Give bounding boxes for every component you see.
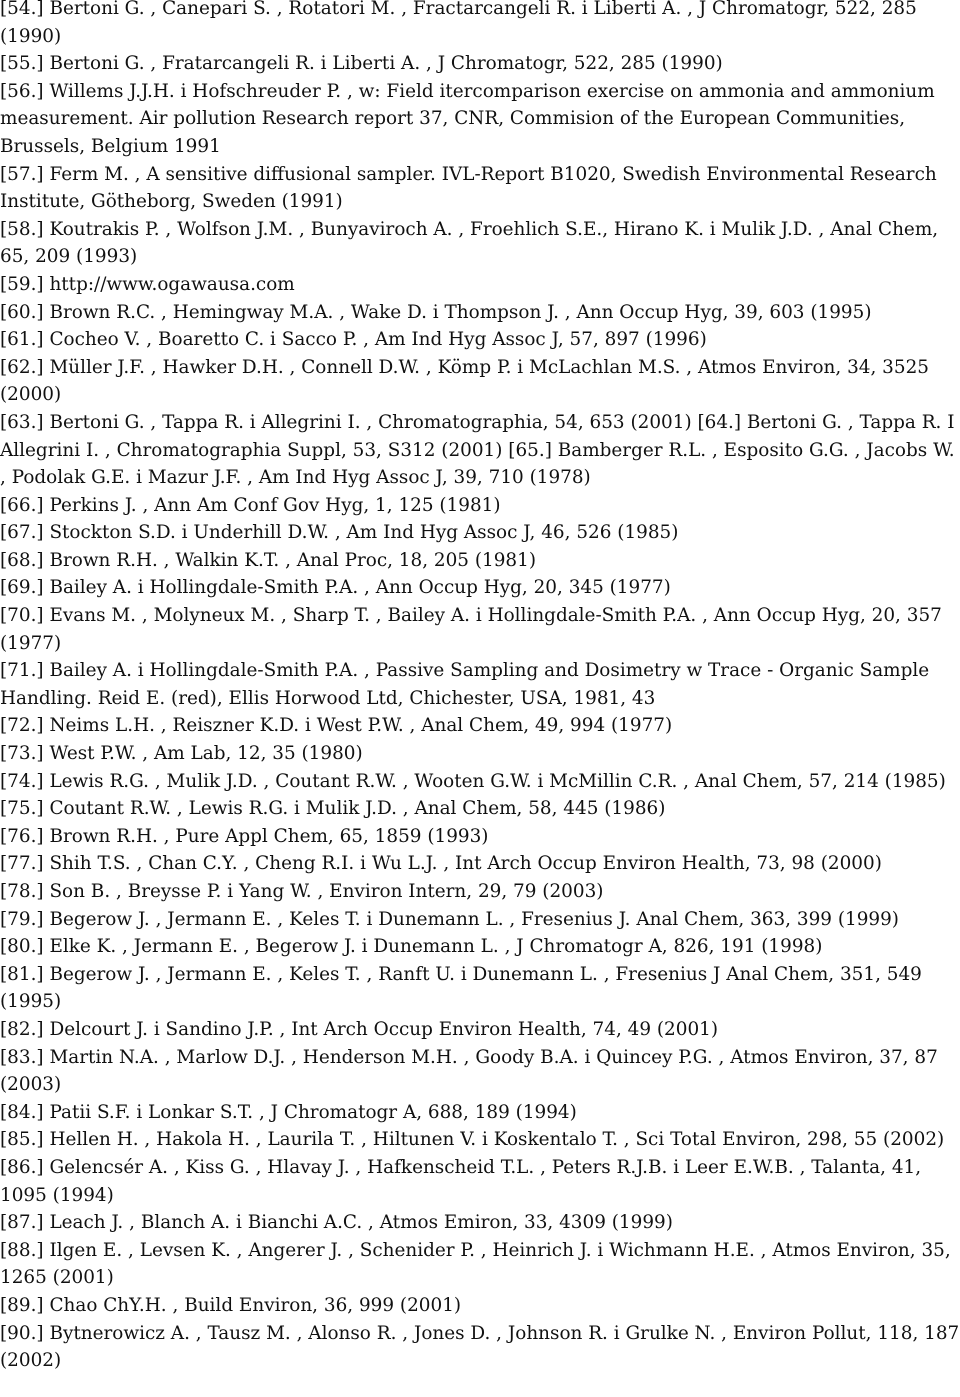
reference-entry: [73.] West P.W. , Am Lab, 12, 35 (1980) xyxy=(0,743,363,765)
reference-entry: [72.] Neims L.H. , Reiszner K.D. i West P.W. , Anal Chem, 49, 994 (1977) xyxy=(0,715,673,737)
reference-entry: [68.] Brown R.H. , Walkin K.T. , Anal Proc, 18, 205 (1981) xyxy=(0,549,537,571)
reference-entry: [56.] Willems J.J.H. i Hofschreuder P. , w: Field itercomparison exercise on ammonia and ammonium measurement. Air pollution Research report 37, CNR, Commision of the European Communities, Brussels, Belgium 1991 xyxy=(0,80,935,157)
reference-entry: [59.] http://www.ogawausa.com xyxy=(0,273,295,295)
reference-entry: [61.] Cocheo V. , Boaretto C. i Sacco P. , Am Ind Hyg Assoc J, 57, 897 (1996) xyxy=(0,329,707,351)
reference-entry: [75.] Coutant R.W. , Lewis R.G. i Mulik J.D. , Anal Chem, 58, 445 (1986) xyxy=(0,798,666,820)
reference-entry: [81.] Begerow J. , Jermann E. , Keles T. , Ranft U. i Dunemann L. , Fresenius J Anal Chem, 351, 549 (1995) xyxy=(0,963,922,1013)
reference-entry: [57.] Ferm M. , A sensitive diffusional sampler. IVL-Report B1020, Swedish Environmental Research Institute, Götheborg, Sweden (1991) xyxy=(0,163,937,213)
reference-entry: [69.] Bailey A. i Hollingdale-Smith P.A. , Ann Occup Hyg, 20, 345 (1977) xyxy=(0,577,671,599)
reference-entry: [74.] Lewis R.G. , Mulik J.D. , Coutant R.W. , Wooten G.W. i McMillin C.R. , Anal Chem, 57, 214 (1985) xyxy=(0,770,946,792)
reference-entry: [78.] Son B. , Breysse P. i Yang W. , Environ Intern, 29, 79 (2003) xyxy=(0,881,604,902)
reference-entry: [55.] Bertoni G. , Fratarcangeli R. i Liberti A. , J Chromatogr, 522, 285 (1990) xyxy=(0,53,723,75)
reference-entry: [66.] Perkins J. , Ann Am Conf Gov Hyg, 1, 125 (1981) xyxy=(0,494,501,516)
reference-entry: [71.] Bailey A. i Hollingdale-Smith P.A. , Passive Sampling and Dosimetry w Trace - Organic Sample Handling. Reid E. (red), Ellis Horwood Ltd, Chichester, USA, 1981, 43 xyxy=(0,660,930,709)
reference-entry: [67.] Stockton S.D. i Underhill D.W. , Am Ind Hyg Assoc J, 46, 526 (1985) xyxy=(0,522,679,544)
reference-entry: [87.] Leach J. , Blanch A. i Bianchi A.C. , Atmos Emiron, 33, 4309 (1999) xyxy=(0,1212,673,1234)
reference-entry: [80.] Elke K. , Jermann E. , Begerow J. i Dunemann L. , J Chromatogr A, 826, 191 (1998) xyxy=(0,936,823,958)
reference-entry: [90.] Bytnerowicz A. , Tausz M. , Alonso R. , Jones D. , Johnson R. i Grulke N. , Environ Pollut, 118, 187 (2002) xyxy=(0,1322,960,1372)
reference-entry: [88.] Ilgen E. , Levsen K. , Angerer J. , Schenider P. , Heinrich J. i Wichmann H.E. , Atmos Environ, 35, 1265 (2001) xyxy=(0,1239,951,1289)
reference-entry: [79.] Begerow J. , Jermann E. , Keles T. i Dunemann L. , Fresenius J. Anal Chem, 363, 399 (1999) xyxy=(0,908,899,930)
reference-entry: [62.] Müller J.F. , Hawker D.H. , Connell D.W. , Kömp P. i McLachlan M.S. , Atmos Environ, 34, 3525 (2000) xyxy=(0,356,929,406)
reference-entry: [54.] Bertoni G. , Canepari S. , Rotatori M. , Fractarcangeli R. i Liberti A. , J Chromatogr, 522, 285 (1990) xyxy=(0,0,917,47)
reference-entry: [63.] Bertoni G. , Tappa R. i Allegrini I. , Chromatographia, 54, 653 (2001) [64.] Bertoni G. , Tappa R. I Allegrini I. , Chromatographia Suppl, 53, S312 (2001) [65.] Bamberger R.L. , Esposito G.G. , Jacobs W. , Podolak G.E. i Mazur J.F. , Am Ind Hyg Assoc J, 39, 710 (1978) xyxy=(0,411,955,489)
reference-entry: [82.] Delcourt J. i Sandino J.P. , Int Arch Occup Environ Health, 74, 49 (2001) xyxy=(0,1018,719,1040)
reference-entry: [70.] Evans M. , Molyneux M. , Sharp T. , Bailey A. i Hollingdale-Smith P.A. , Ann Occup Hyg, 20, 357 (1977) xyxy=(0,605,942,654)
reference-entry: [76.] Brown R.H. , Pure Appl Chem, 65, 1859 (1993) xyxy=(0,825,489,847)
reference-entry: [85.] Hellen H. , Hakola H. , Laurila T. , Hiltunen V. i Koskentalo T. , Sci Total Environ, 298, 55 (2002) xyxy=(0,1129,945,1151)
reference-entry: [77.] Shih T.S. , Chan C.Y. , Cheng R.I. i Wu L.J. , Int Arch Occup Environ Health, 73, 98 (2000) xyxy=(0,853,882,875)
reference-entry: [86.] Gelencsér A. , Kiss G. , Hlavay J. , Hafkenscheid T.L. , Peters R.J.B. i Leer E.W.B. , Talanta, 41, 1095 (1994) xyxy=(0,1156,922,1206)
reference-entry: [83.] Martin N.A. , Marlow D.J. , Henderson M.H. , Goody B.A. i Quincey P.G. , Atmos Environ, 37, 87 (2003) xyxy=(0,1046,938,1096)
reference-entry: [89.] Chao ChY.H. , Build Environ, 36, 999 (2001) xyxy=(0,1294,462,1316)
reference-entry: [84.] Patii S.F. i Lonkar S.T. , J Chromatogr A, 688, 189 (1994) xyxy=(0,1101,577,1123)
reference-entry: [58.] Koutrakis P. , Wolfson J.M. , Bunyaviroch A. , Froehlich S.E., Hirano K. i Mulik J.D. , Anal Chem, 65, 209 (1993) xyxy=(0,218,939,268)
reference-entry: [60.] Brown R.C. , Hemingway M.A. , Wake D. i Thompson J. , Ann Occup Hyg, 39, 603 (1995) xyxy=(0,301,872,323)
